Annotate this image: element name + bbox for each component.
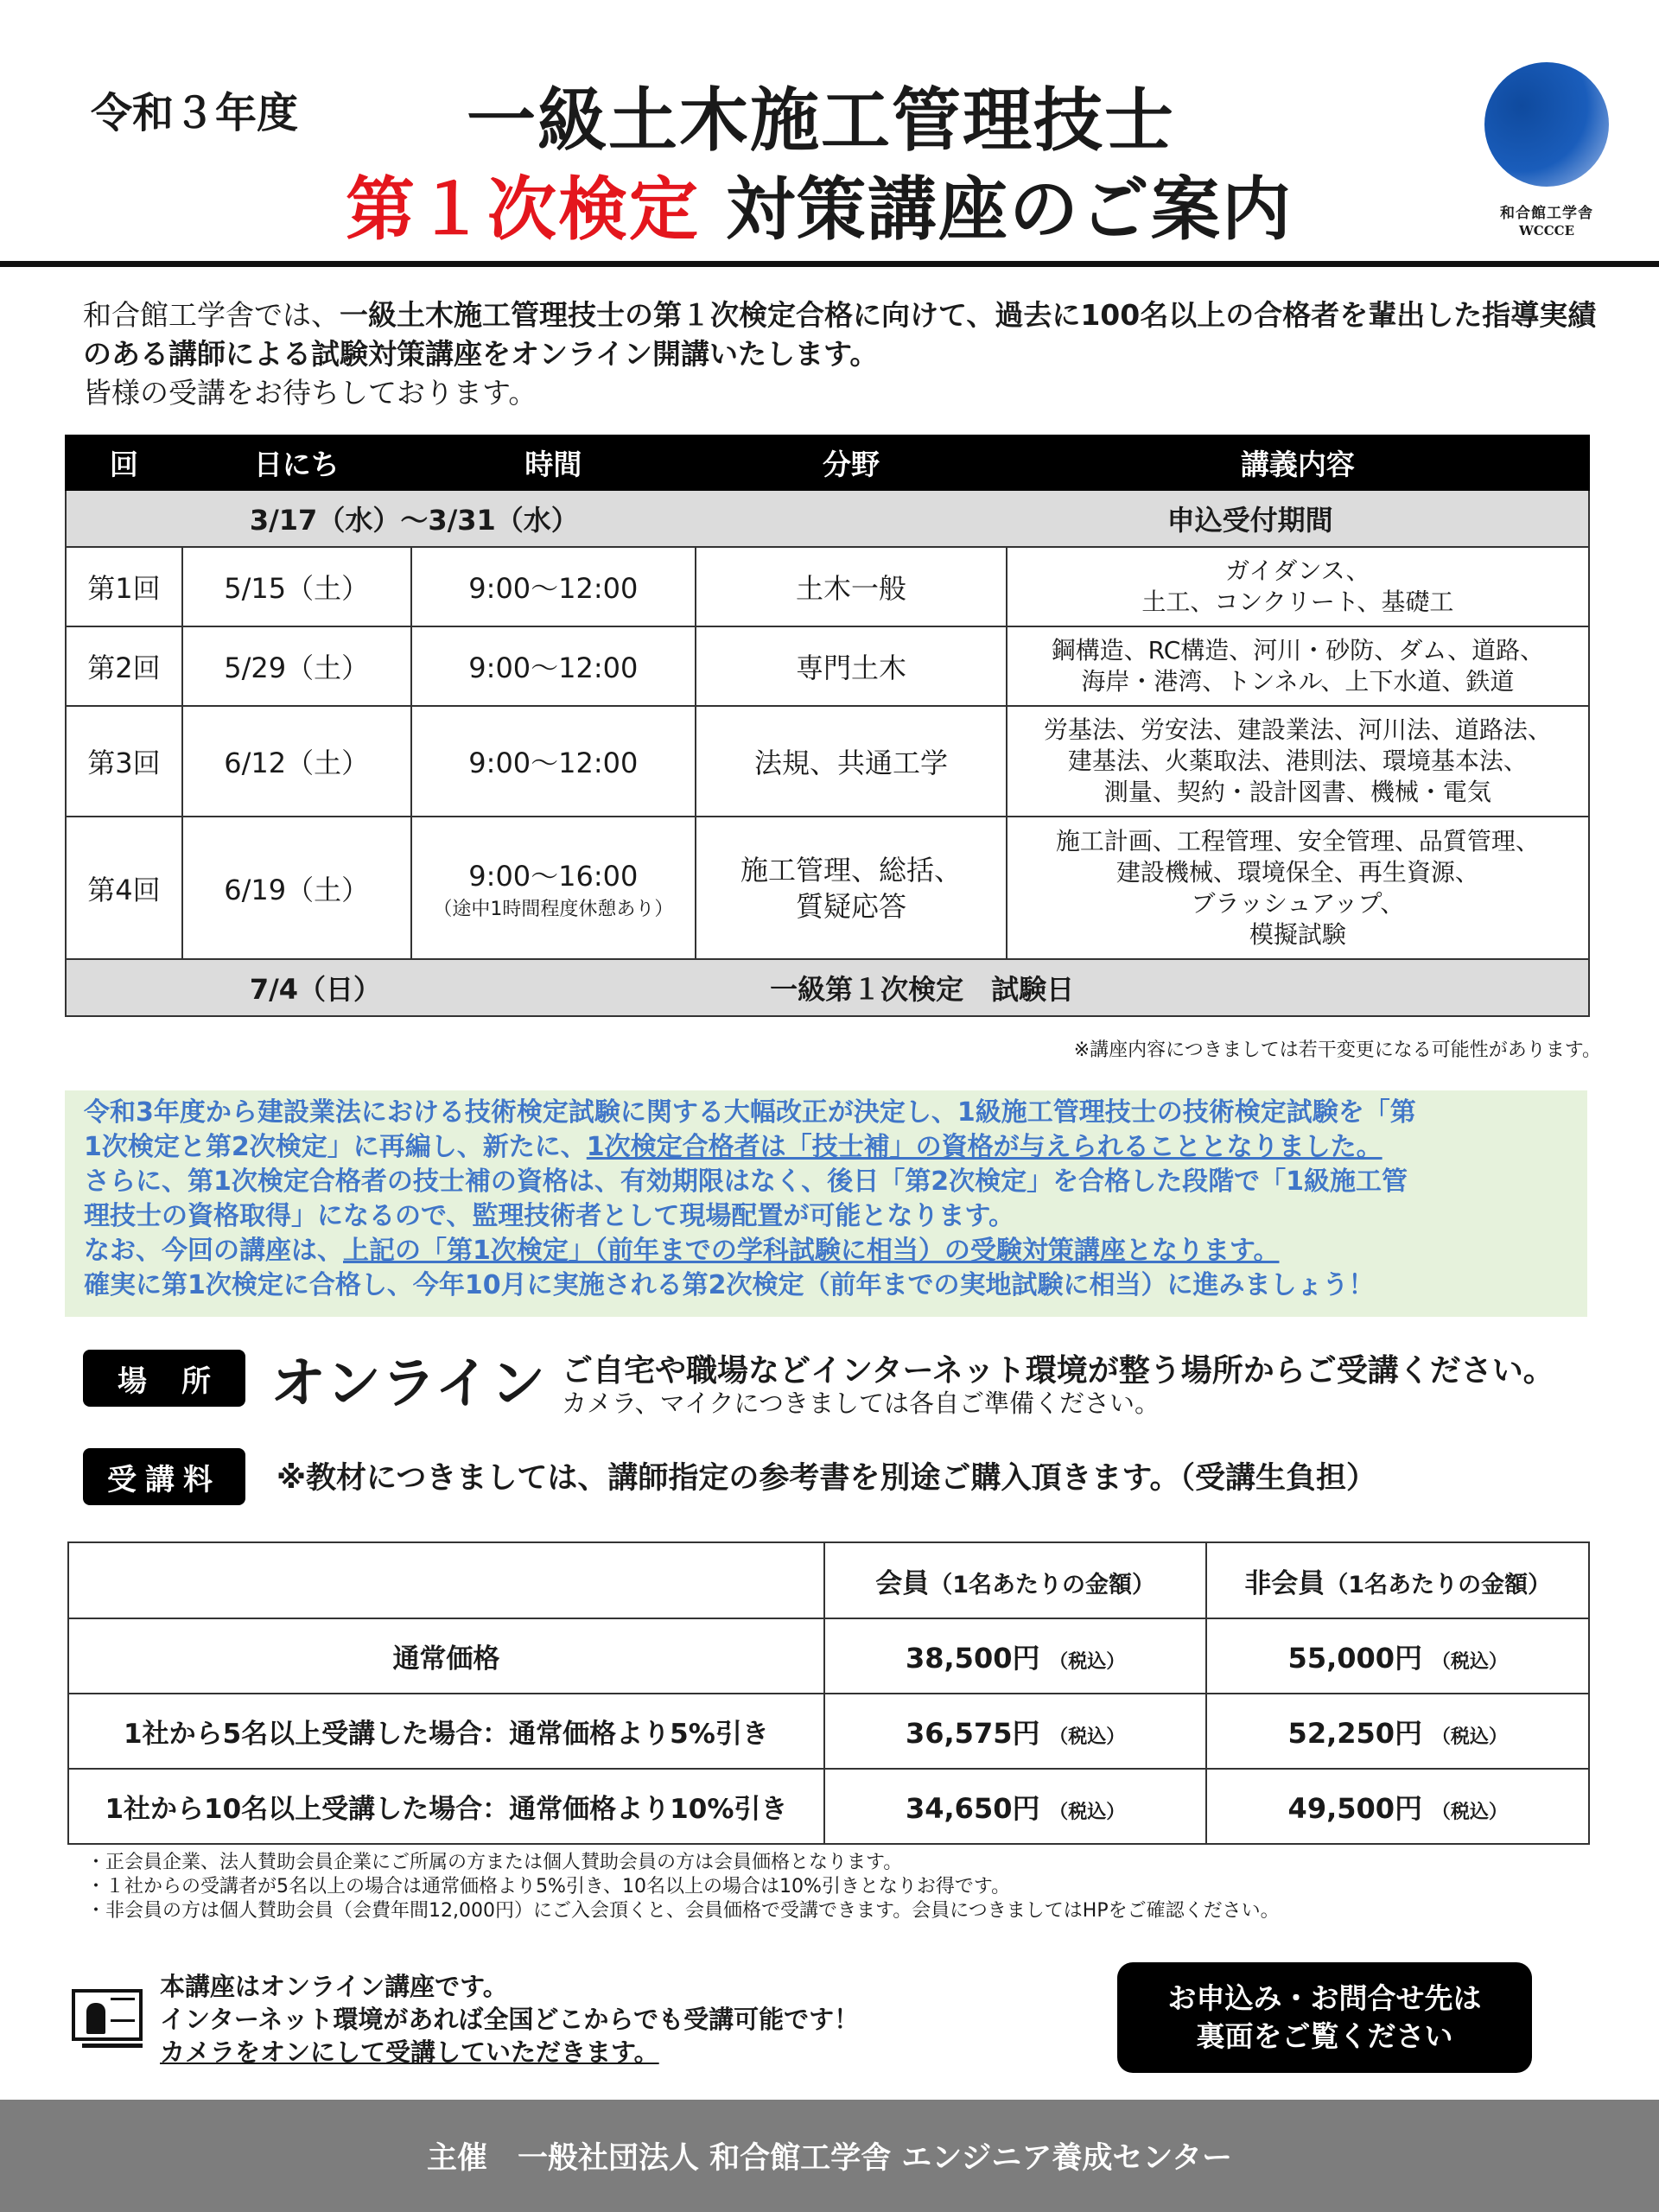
session-time: 9:00～12:00	[411, 706, 696, 817]
fee-row-label: 通常価格	[68, 1618, 824, 1694]
revision-notice: 令和3年度から建設業法における技術検定試験に関する大幅改正が決定し、1級施工管理技士の技術検定試験を「第 1次検定と第2次検定」に再編し、新たに、1次検定合格者は「技士補」の資格が与えられることとなりました。 さらに、第1次検定合格者の技士補の資格は、有効期限はなく、後日「第2次検定」を合格した段階で「1級施工管 理技士の資格取得」になるので、監理技術者として現場配置が可能となります。 なお、今回の講座は、上記の「第1次検定」（前年までの学科試験に相当）の受験対策講座となります。 確実に第1次検定に合格し、今年10月に実施される第2次検定（前年までの実地試験に相当）に進みましょう！	[65, 1090, 1587, 1317]
nonmember-price: 49,500円 （税込）	[1206, 1769, 1589, 1844]
nonmember-price: 55,000円 （税込）	[1206, 1618, 1589, 1694]
schedule-header-row	[66, 435, 1589, 490]
session-date: 5/15（土）	[182, 547, 411, 626]
fee-table	[67, 1541, 1590, 1845]
col-header-date: 日にち	[182, 435, 411, 490]
table-row	[68, 1694, 1589, 1769]
exam-day-row	[66, 959, 1589, 1016]
session-field: 施工管理、総括、 質疑応答	[696, 817, 1007, 959]
intro-closing: 皆様の受講をお待ちしております。	[83, 376, 537, 410]
location-label: 場所	[83, 1350, 245, 1407]
member-price: 38,500円 （税込）	[824, 1618, 1207, 1694]
session-time: 9:00～16:00 （途中1時間程度休憩あり）	[411, 817, 696, 959]
col-header-time: 時間	[411, 435, 696, 490]
session-time: 9:00～12:00	[411, 626, 696, 706]
intro-lead: 和合館工学舎では、	[83, 298, 340, 332]
intro-bold: 一級土木施工管理技士の第１次検定合格に向けて、過去に100名以上の合格者を輩出した指導実績のある講師による試験対策講座をオンライン開講いたします。	[83, 298, 1597, 371]
session-time: 9:00～12:00	[411, 547, 696, 626]
session-no: 第1回	[66, 547, 182, 626]
online-lecture-message: 本講座はオンライン講座です。 インターネット環境があれば全国どこからでも受講可能です！ カメラをオンにして受講していただきます。	[160, 1972, 860, 2067]
session-time-note: （途中1時間程度休憩あり）	[433, 899, 674, 920]
location-description: ご自宅や職場などインターネット環境が整う場所からご受講ください。	[562, 1353, 1554, 1389]
table-row	[66, 706, 1589, 817]
table-row	[66, 547, 1589, 626]
session-date: 6/12（土）	[182, 706, 411, 817]
col-header-no: 回	[66, 435, 182, 490]
fee-row-label: 1社から5名以上受講した場合：通常価格より5%引き	[68, 1694, 824, 1769]
logo-icon	[1484, 62, 1609, 187]
col-header-member: 会員（1名あたりの金額）	[824, 1542, 1207, 1618]
logo-name-jp: 和合館工学舎	[1500, 205, 1593, 222]
schedule-note: ※講座内容につきましては若干変更になる可能性があります。	[1073, 1039, 1601, 1061]
session-content: 労基法、労安法、建設業法、河川法、道路法、 建基法、火薬取法、港則法、環境基本法、 測量、契約・設計図書、機械・電気	[1007, 706, 1589, 817]
session-content: 鋼構造、RC構造、河川・砂防、ダム、道路、 海岸・港湾、トンネル、上下水道、鉄道	[1007, 626, 1589, 706]
session-field: 専門土木	[696, 626, 1007, 706]
fee-notes: ・正会員企業、法人賛助会員企業にご所属の方または個人賛助会員の方は会員価格となります。 ・１社からの受講者が5名以上の場合は通常価格より5%引き、10名以上の場合は10%引きとなりお得です。 ・非会員の方は個人賛助会員（会費年間12,000円）にご入会頂くと、会員価格で受講できます。会員につきましてはHPをご確認ください。	[86, 1852, 1280, 1922]
logo-name-en: WCCCE	[1518, 223, 1575, 238]
fee-materials-note: ※教材につきましては、講師指定の参考書を別途ご購入頂きます。（受講生負担）	[276, 1461, 1377, 1496]
exam-date: 7/4（日）	[182, 959, 696, 1016]
fee-row-label: 1社から10名以上受講した場合：通常価格より10%引き	[68, 1769, 824, 1844]
location-equipment-note: カメラ、マイクにつきましては各自ご準備ください。	[562, 1389, 1160, 1418]
fee-header-row	[68, 1542, 1589, 1618]
session-field: 土木一般	[696, 547, 1007, 626]
fiscal-year: 令和３年度	[91, 89, 299, 137]
session-date: 5/29（土）	[182, 626, 411, 706]
session-date: 6/19（土）	[182, 817, 411, 959]
table-row	[66, 817, 1589, 959]
contact-box: お申込み・お問合せ先は 裏面をご覧ください	[1117, 1962, 1532, 2073]
table-row	[68, 1769, 1589, 1844]
nonmember-price: 52,250円 （税込）	[1206, 1694, 1589, 1769]
col-header-nonmember: 非会員（1名あたりの金額）	[1206, 1542, 1589, 1618]
intro-text	[83, 296, 1604, 412]
session-content: 施工計画、工程管理、安全管理、品質管理、 建設機械、環境保全、再生資源、 ブラッシュアップ、 模擬試験	[1007, 817, 1589, 959]
header	[0, 0, 1659, 268]
col-header-field: 分野	[696, 435, 1007, 490]
session-no: 第3回	[66, 706, 182, 817]
page-subtitle	[346, 154, 1293, 253]
session-content: ガイダンス、 土工、コンクリート、基礎工	[1007, 547, 1589, 626]
session-field: 法規、共通工学	[696, 706, 1007, 817]
location-value: オンライン	[270, 1352, 546, 1416]
application-period-row	[66, 490, 1589, 547]
session-no: 第2回	[66, 626, 182, 706]
application-period-date: 3/17（水）～3/31（水）	[182, 490, 696, 547]
fee-label: 受講料	[83, 1448, 245, 1505]
application-period-label: 申込受付期間	[696, 490, 1589, 547]
table-row	[66, 626, 1589, 706]
col-header-content: 講義内容	[1007, 435, 1589, 490]
table-row	[68, 1618, 1589, 1694]
member-price: 34,650円 （税込）	[824, 1769, 1207, 1844]
title-rest: 対策講座のご案内	[700, 169, 1293, 250]
member-price: 36,575円 （税込）	[824, 1694, 1207, 1769]
header-divider	[0, 261, 1659, 267]
schedule-table	[65, 435, 1590, 1017]
exam-label: 一級第１次検定 試験日	[696, 959, 1589, 1016]
title-highlight: 第１次検定	[346, 169, 700, 250]
page-title: 一級土木施工管理技士	[467, 80, 1175, 161]
session-no: 第4回	[66, 817, 182, 959]
organizer-footer: 主催 一般社団法人 和合館工学舎 エンジニア養成センター	[0, 2100, 1659, 2212]
